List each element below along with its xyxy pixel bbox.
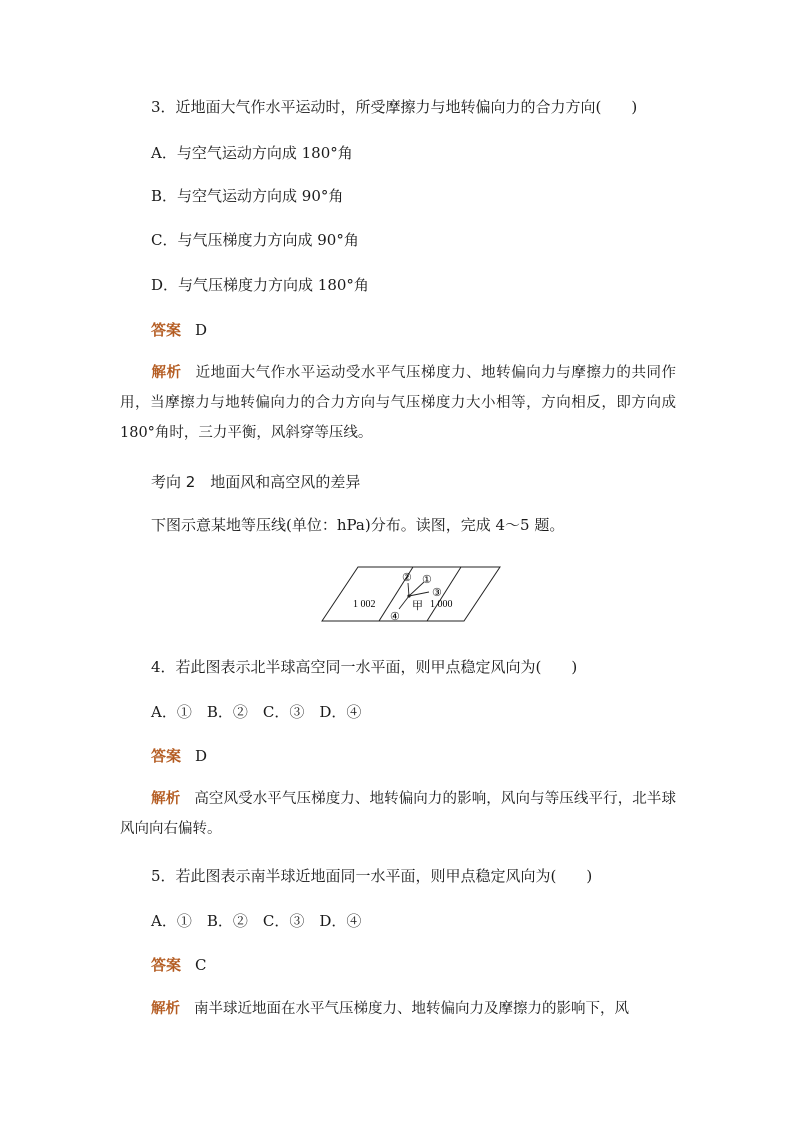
answer-value: D xyxy=(195,747,208,765)
q5-analysis xyxy=(120,994,676,1024)
q4-answer xyxy=(151,746,207,766)
marker-2: ② xyxy=(402,572,412,584)
q4-options: A．① B．② C．③ D．④ xyxy=(151,703,362,721)
answer-label: 答案 xyxy=(151,321,182,339)
q5-options: A．① B．② C．③ D．④ xyxy=(151,912,362,930)
q5-stem: 5．若此图表示南半球近地面同一水平面，则甲点稳定风向为( ) xyxy=(151,867,593,885)
marker-4: ④ xyxy=(390,611,400,623)
arrow-2 xyxy=(408,583,409,596)
point-label: 甲 xyxy=(412,600,423,612)
analysis-text: 近地面大气作水平运动受水平气压梯度力、地转偏向力与摩擦力的共同作用，当摩擦力与地转偏向力的合力方向与气压梯度力大小相等，方向相反，即方向成 180°角时，三力平衡，风斜穿等压线。 xyxy=(120,365,677,441)
q3-option-a: A．与空气运动方向成 180°角 xyxy=(151,144,353,162)
analysis-label: 解析 xyxy=(151,365,182,381)
analysis-text: 南半球近地面在水平气压梯度力、地转偏向力及摩擦力的影响下，风 xyxy=(194,1001,629,1017)
q5-answer xyxy=(151,955,207,975)
figure-intro: 下图示意某地等压线(单位：hPa)分布。读图，完成 4～5 题。 xyxy=(151,516,565,534)
q3-analysis xyxy=(120,358,676,448)
isobar-label-right: 1 000 xyxy=(430,599,453,610)
answer-label: 答案 xyxy=(151,747,182,765)
answer-value: C xyxy=(195,956,207,974)
q3-option-c: C．与气压梯度力方向成 90°角 xyxy=(151,231,359,249)
q3-stem: 3．近地面大气作水平运动时，所受摩擦力与地转偏向力的合力方向( ) xyxy=(151,98,638,116)
marker-1: ① xyxy=(422,574,432,586)
q4-stem: 4．若此图表示北半球高空同一水平面，则甲点稳定风向为( ) xyxy=(151,658,578,676)
point-jia xyxy=(407,594,410,597)
marker-3: ③ xyxy=(432,587,442,599)
q4-analysis xyxy=(120,784,676,844)
isobar-diagram xyxy=(320,565,502,625)
q3-option-b: B．与空气运动方向成 90°角 xyxy=(151,187,344,205)
analysis-text: 高空风受水平气压梯度力、地转偏向力的影响，风向与等压线平行，北半球风向向右偏转。 xyxy=(120,791,677,837)
answer-value: D xyxy=(195,321,208,339)
q3-answer xyxy=(151,320,207,340)
analysis-label: 解析 xyxy=(151,791,181,807)
q3-option-d: D．与气压梯度力方向成 180°角 xyxy=(151,276,369,294)
analysis-label: 解析 xyxy=(151,1001,180,1017)
isobar-label-left: 1 002 xyxy=(353,599,376,610)
section-heading: 考向 2 地面风和高空风的差异 xyxy=(151,473,361,491)
arrow-4 xyxy=(399,596,409,609)
answer-label: 答案 xyxy=(151,956,182,974)
